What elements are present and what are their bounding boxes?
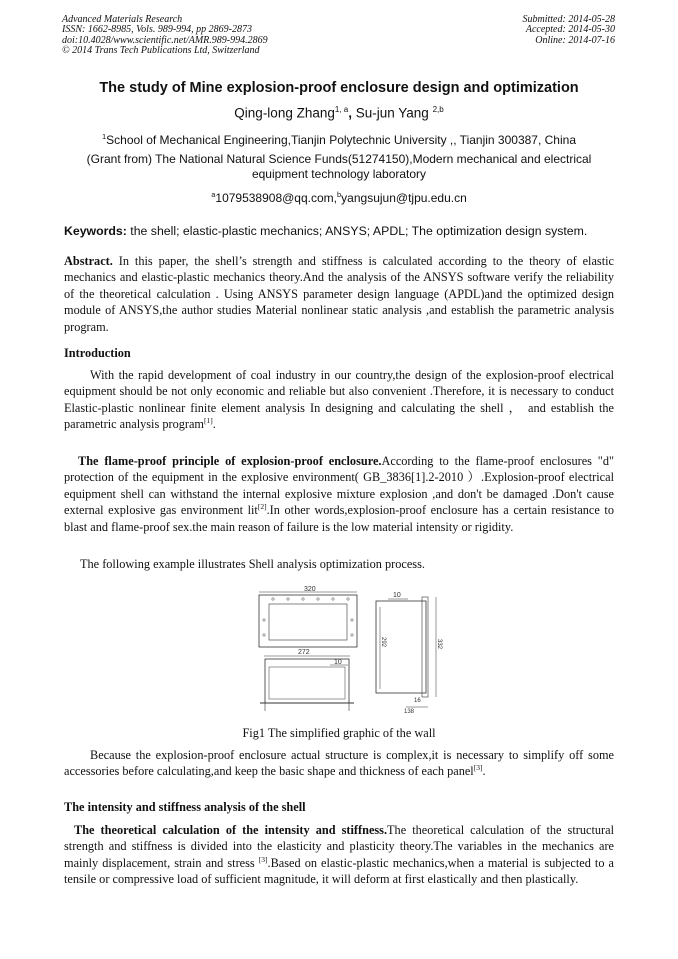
- example-sentence: The following example illustrates Shell analysis optimization process.: [80, 557, 425, 571]
- author-2: Su-jun Yang: [355, 105, 429, 121]
- author-2-sup: 2,b: [432, 105, 444, 114]
- front-panel-opening: [269, 604, 347, 640]
- doi: doi:10.4028/www.scientific.net/AMR.989-994.2869: [62, 34, 268, 46]
- intensity-text-1: The theoretical calculation of the structural strength and stiffness is divided into the elasticity and plasticity theory.The variables in the mechanics are mainly displacement, strain and stress: [64, 823, 614, 870]
- introduction-text: [64, 367, 614, 433]
- emails: [64, 188, 614, 206]
- reference-3: [3]: [473, 763, 483, 773]
- accepted-date: Accepted: 2014-05-30: [525, 24, 615, 36]
- dimension-320: 320: [304, 586, 316, 593]
- bolt-hole: [272, 598, 274, 600]
- reference-2: [2]: [257, 502, 267, 512]
- keywords-label: Keywords:: [64, 224, 127, 238]
- journal-name: Advanced Materials Research: [62, 14, 183, 25]
- author-1: Qing-long Zhang: [234, 105, 335, 121]
- introduction-heading: Introduction: [64, 346, 131, 360]
- simplify-end: .: [482, 764, 486, 779]
- introduction-end: .: [212, 417, 216, 432]
- intensity-paragraph: [64, 822, 614, 888]
- abstract-text: In this paper, the shell’s strength and stiffness is calculated according to the theory of elastic mechanics and elastic-plastic mechanics theory.And the analysis of the ANSYS software verify the reliability of the theoretical calculation . Using ANSYS parameter design language (APDL)and the optimized design module of ANSYS,the author studies Material nonlinear static analysis ,and establish the parametric analysis program.: [64, 254, 614, 334]
- submitted-date: Submitted: 2014-05-28: [522, 14, 615, 25]
- dimension-10b: 10: [393, 592, 401, 599]
- figure-caption: Fig1 The simplified graphic of the wall: [242, 726, 436, 740]
- dimension-10a: 10: [334, 659, 342, 666]
- author-line: [0, 105, 678, 121]
- affiliation-text-1: School of Mechanical Engineering,Tianjin Polytechnic University ,, Tianjin 300387, China: [106, 133, 576, 147]
- simplify-text: Because the explosion-proof enclosure actual structure is complex,it is necessary to simplify off some accessories before calculating,and keep the basic shape and thickness of each panel: [64, 748, 614, 779]
- affiliation-1: [64, 130, 614, 148]
- journal-info: [62, 15, 268, 57]
- side-flange: [422, 597, 428, 697]
- affiliation-2: (Grant from) The National Natural Science Funds(51274150),Modern mechanical and electrical equipment technology laboratory: [86, 152, 592, 181]
- bolt-hole: [287, 598, 289, 600]
- reference-3b: [3]: [258, 854, 268, 864]
- keywords-text: the shell; elastic-plastic mechanics; ANSYS; APDL; The optimization design system.: [126, 224, 588, 238]
- bolt-hole: [332, 598, 334, 600]
- wall-figure: [248, 585, 448, 720]
- publication-dates: [523, 15, 616, 46]
- dimension-332: 332: [436, 639, 442, 650]
- copyright: © 2014 Trans Tech Publications Ltd, Switzerland: [62, 45, 260, 57]
- email-sup-b: b: [337, 190, 342, 199]
- intensity-label: The theoretical calculation of the intensity and stiffness.: [74, 823, 388, 837]
- bolt-hole: [351, 619, 353, 621]
- reference-1: [1]: [204, 416, 213, 426]
- front-panel-outline: [259, 595, 357, 647]
- email-sup-a: a: [211, 190, 216, 199]
- intensity-text-2: .Based on elastic-plastic mechanics,when a material is subjected to a tensile or compressive load of sufficient magnitude, it will deform at first elastically and then plastically.: [64, 855, 614, 887]
- abstract-label: Abstract.: [64, 254, 113, 268]
- bolt-hole: [302, 598, 304, 600]
- author-separator: ,: [348, 105, 356, 121]
- email-a: 1079538908@qq.com,: [215, 191, 337, 205]
- bolt-hole: [317, 598, 319, 600]
- bolt-hole: [351, 634, 353, 636]
- bolt-hole: [263, 634, 265, 636]
- abstract: [64, 253, 614, 335]
- email-b: yangsujun@tjpu.edu.cn: [341, 191, 467, 205]
- dimension-16: 16: [414, 698, 421, 704]
- intensity-heading: The intensity and stiffness analysis of the shell: [64, 800, 306, 814]
- principle-text-1: According to the flame-proof enclosures "d" protection of the equipment in the explosive environment( GB_3836[1].2-2010 ）.Explosion-proof electrical equipment shell can withstand the internal explosive mixture explosion ,and don't be damaged .Don't cause external explosive gas environment lit: [64, 454, 614, 518]
- bolt-hole: [347, 598, 349, 600]
- principle-text-2: .In other words,explosion-proof enclosure has a certain resistance to blast and flame-proof sex.the main reason of failure is the low material intensity or rigidity.: [64, 503, 614, 534]
- principle-paragraph: [64, 453, 614, 535]
- principle-label: The flame-proof principle of explosion-proof enclosure.: [78, 454, 382, 468]
- keywords: [64, 224, 614, 238]
- dimension-272: 272: [298, 649, 310, 656]
- frame-inner: [269, 667, 345, 699]
- author-1-sup: 1, a: [334, 105, 349, 114]
- online-date: Online: 2014-07-16: [535, 34, 615, 46]
- dimension-138: 138: [404, 709, 415, 715]
- paper-title: The study of Mine explosion-proof enclosure design and optimization: [99, 80, 579, 96]
- issn: ISSN: 1662-8985, Vols. 989-994, pp 2869-2873: [62, 24, 252, 36]
- affiliation-sup-1: 1: [102, 132, 107, 141]
- introduction-body: With the rapid development of coal industry in our country,the design of the explosion-proof electrical equipment should be not only economic and reliable but also convenient .Therefore, it is necessary to conduct Elastic-plastic nonlinear finite element analysis In designing and calculating the shell ， and establish the parametric analysis program: [64, 368, 614, 432]
- simplify-paragraph: [64, 747, 614, 780]
- bolt-hole: [263, 619, 265, 621]
- dimension-292: 292: [380, 637, 386, 648]
